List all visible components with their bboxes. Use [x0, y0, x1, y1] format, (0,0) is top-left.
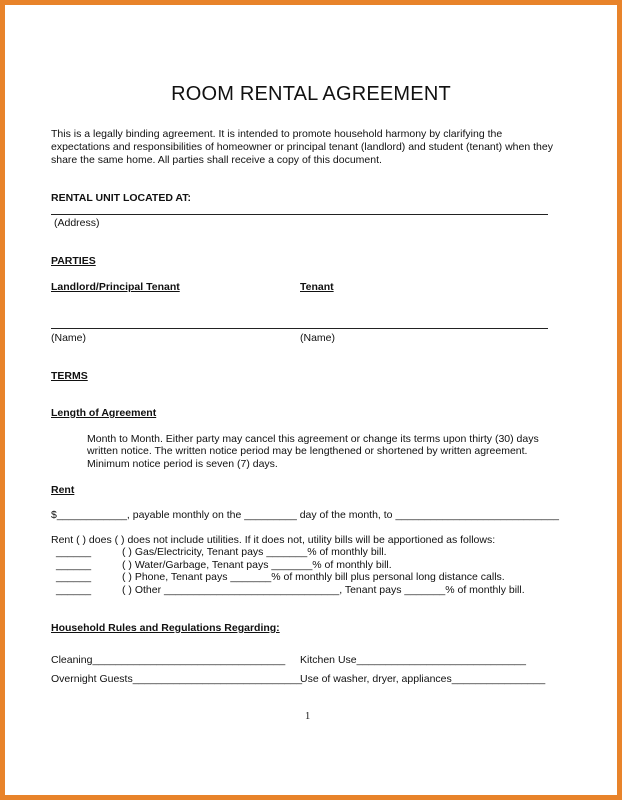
document-title: ROOM RENTAL AGREEMENT — [171, 83, 451, 105]
intro-line-3: share the same home. All parties shall receive a copy of this document. — [51, 154, 382, 166]
length-line-1: Month to Month. Either party may cancel this agreement or change its terms upon thirty (30) days — [87, 433, 539, 445]
utility-blank-4: ______ — [56, 584, 92, 596]
parties-heading: PARTIES — [51, 255, 96, 267]
rent-line: $____________, payable monthly on the _________ day of the month, to ____________________________ — [51, 509, 559, 521]
overnight-guests-field: Overnight Guests_____________________________ — [51, 673, 303, 685]
utilities-line: Rent ( ) does ( ) does not include utilities. If it does not, utility bills will be apportioned as follows: — [51, 534, 496, 546]
household-rules-heading: Household Rules and Regulations Regarding: — [51, 622, 280, 634]
utility-item-gas: ( ) Gas/Electricity, Tenant pays _______% of monthly bill. — [122, 546, 387, 558]
rent-heading: Rent — [51, 484, 75, 496]
utility-item-other: ( ) Other ______________________________, Tenant pays _______% of monthly bill. — [122, 584, 525, 596]
landlord-name-label: (Name) — [51, 332, 87, 344]
length-of-agreement-heading: Length of Agreement — [51, 407, 157, 419]
cleaning-field: Cleaning_________________________________ — [51, 654, 286, 666]
rental-unit-heading: RENTAL UNIT LOCATED AT: — [51, 192, 191, 204]
terms-heading: TERMS — [51, 370, 88, 382]
utility-item-water: ( ) Water/Garbage, Tenant pays _______% of monthly bill. — [122, 559, 392, 571]
utility-blank-1: ______ — [56, 546, 92, 558]
intro-line-2: expectations and responsibilities of homeowner or principal tenant (landlord) and student (tenant) when they — [51, 141, 553, 153]
utility-blank-2: ______ — [56, 559, 92, 571]
landlord-heading: Landlord/Principal Tenant — [51, 281, 180, 293]
tenant-name-label: (Name) — [300, 332, 336, 344]
tenant-heading: Tenant — [300, 281, 334, 293]
utility-blank-3: ______ — [56, 571, 92, 583]
address-line — [51, 214, 548, 215]
length-line-3: Minimum notice period is seven (7) days. — [87, 458, 278, 470]
intro-line-1: This is a legally binding agreement. It is intended to promote household harmony by clarifying the — [51, 128, 503, 140]
utility-item-phone: ( ) Phone, Tenant pays _______% of monthly bill plus personal long distance calls. — [122, 571, 505, 583]
length-line-2: written notice. The written notice period may be lengthened or shortened by written agreement. — [87, 445, 528, 457]
washer-dryer-field: Use of washer, dryer, appliances________________ — [300, 673, 546, 685]
names-line — [51, 328, 548, 329]
address-label: (Address) — [54, 217, 100, 229]
kitchen-use-field: Kitchen Use_____________________________ — [300, 654, 526, 666]
page-number: 1 — [305, 711, 311, 722]
